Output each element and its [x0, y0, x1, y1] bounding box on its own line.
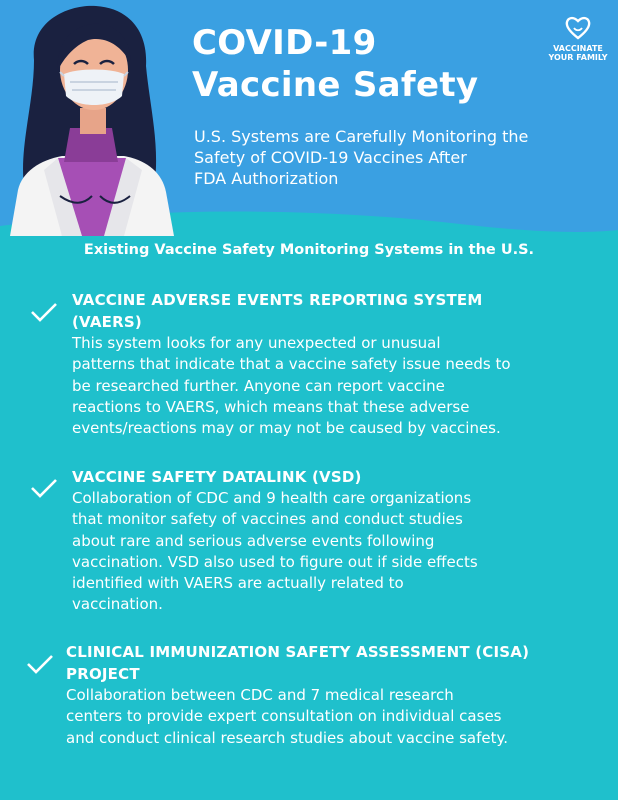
item-title-line: PROJECT	[66, 665, 140, 683]
item-body-line: patterns that indicate that a vaccine safety issue needs to	[72, 355, 511, 374]
item-body	[66, 685, 529, 749]
item-title	[66, 641, 529, 685]
section-heading: Existing Vaccine Safety Monitoring Systems in the U.S.	[83, 242, 535, 258]
subtitle-line: FDA Authorization	[194, 169, 339, 188]
checkmark-icon	[30, 302, 58, 322]
item-body-line: Collaboration between CDC and 7 medical research	[66, 686, 454, 704]
item-title	[72, 289, 511, 333]
logo-line: YOUR FAMILY	[548, 53, 608, 62]
item-body	[72, 333, 511, 439]
item-title	[72, 466, 478, 488]
subtitle	[194, 126, 604, 189]
item-body-line: and conduct clinical research studies about vaccine safety.	[66, 728, 509, 747]
item-body-line: that monitor safety of vaccines and conduct studies	[72, 510, 463, 529]
item-title-line: VACCINE SAFETY DATALINK (VSD)	[72, 468, 362, 486]
item-vaers	[72, 289, 511, 439]
item-body-line: identified with VAERS are actually related to	[72, 574, 404, 593]
item-title-line: (VAERS)	[72, 313, 142, 331]
item-title-line: CLINICAL IMMUNIZATION SAFETY ASSESSMENT (CISA)	[66, 643, 530, 661]
item-body-line: Collaboration of CDC and 9 health care organizations	[72, 489, 472, 507]
item-body-line: reactions to VAERS, which means that these adverse	[72, 397, 470, 416]
checkmark-icon	[30, 478, 58, 498]
subtitle-line: U.S. Systems are Carefully Monitoring the	[194, 127, 529, 146]
item-body-line: about rare and serious adverse events following	[72, 531, 435, 550]
item-body-line: events/reactions may or may not be caused by vaccines.	[72, 419, 501, 438]
heart-logo-icon	[565, 16, 591, 40]
title-line: Vaccine Safety	[192, 65, 479, 105]
logo-text	[545, 44, 611, 62]
item-body-line: vaccination. VSD also used to figure out if side effects	[72, 552, 478, 571]
doctor-illustration	[0, 0, 180, 236]
item-body-line: be researched further. Anyone can report vaccine	[72, 376, 445, 395]
item-title-line: VACCINE ADVERSE EVENTS REPORTING SYSTEM	[72, 291, 483, 309]
logo-line: VACCINATE	[553, 44, 603, 53]
item-body-line: This system looks for any unexpected or unusual	[72, 334, 441, 352]
item-vsd	[72, 466, 478, 616]
logo	[545, 16, 611, 62]
title-line: COVID-19	[192, 23, 377, 63]
checkmark-icon	[26, 654, 54, 674]
item-body-line: vaccination.	[72, 595, 163, 614]
item-cisa	[66, 641, 529, 749]
subtitle-line: Safety of COVID-19 Vaccines After	[194, 148, 467, 167]
page-title	[192, 22, 478, 106]
item-body	[72, 488, 478, 616]
header-banner	[0, 0, 618, 236]
item-body-line: centers to provide expert consultation on individual cases	[66, 707, 502, 726]
